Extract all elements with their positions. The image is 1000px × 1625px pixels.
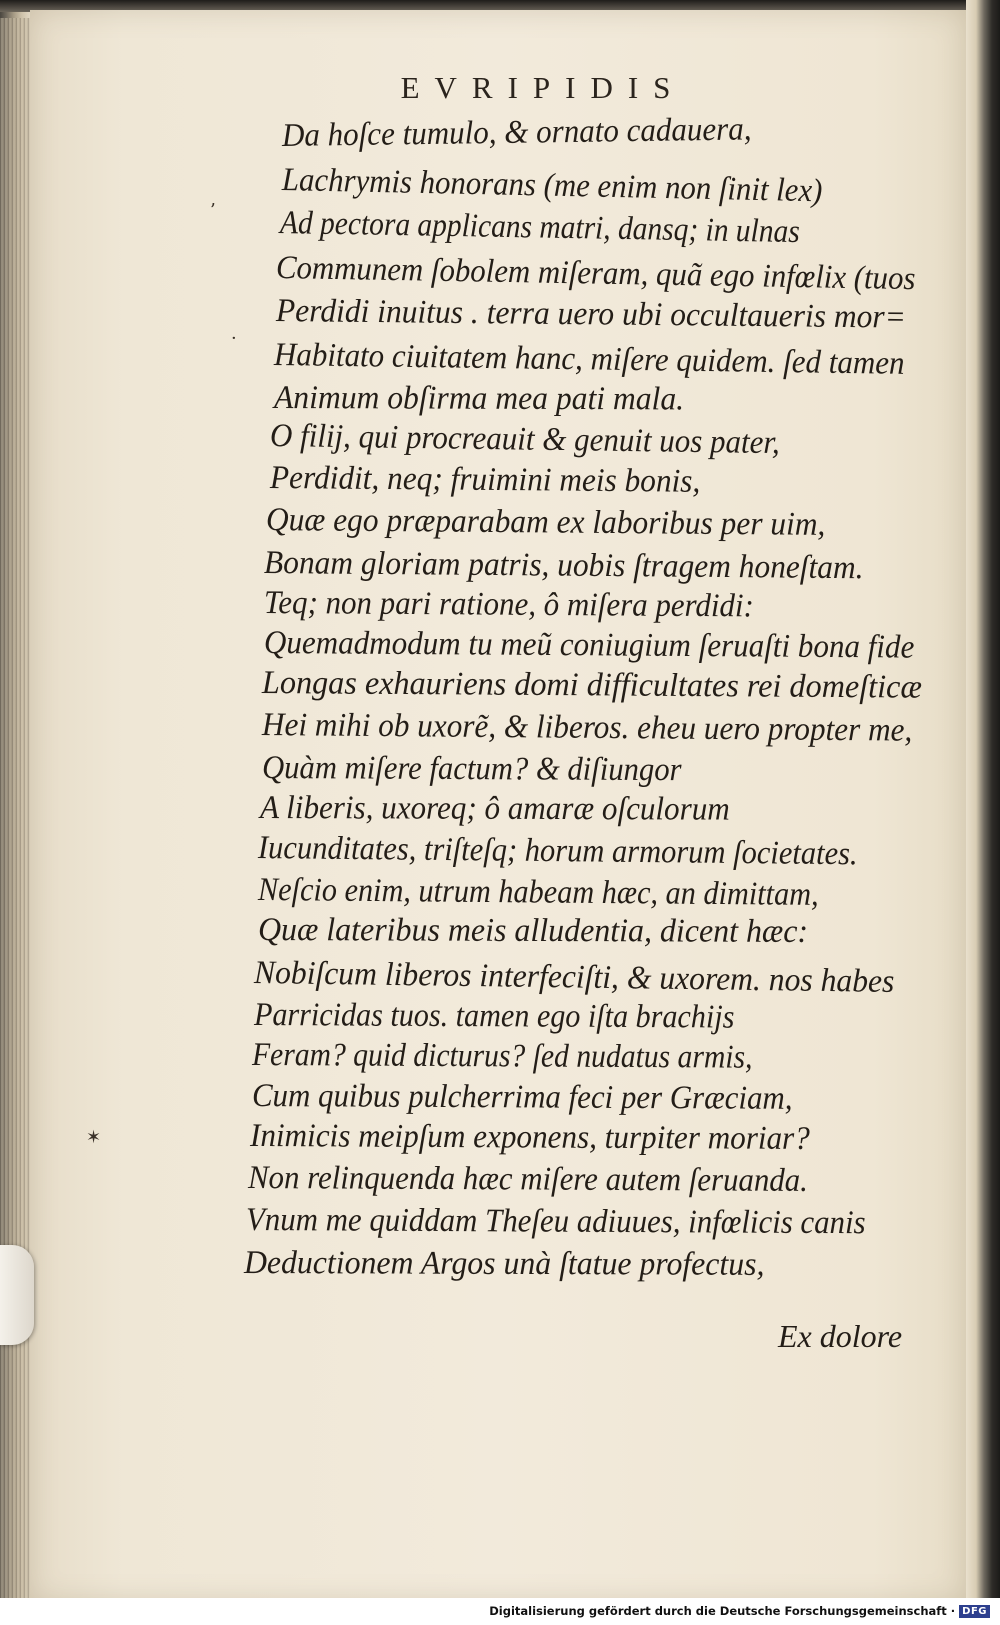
verse-line: Bonam gloriam patris, uobis ſtragem honeſtam. [263,545,864,587]
dfg-logo: DFG [959,1605,990,1618]
verse-line: Lachrymis honorans (me enim non ſinit lex) [281,162,823,210]
verse-line: A liberis, uxoreq; ô amaræ oſculorum [259,790,730,828]
verse-line: Non relinquenda hæc miſere autem ſeruanda. [247,1160,808,1199]
verse-line: Iucunditates, triſteſq; horum armorum ſocietates. [257,830,858,873]
verse-line: Perdidi inuitus . terra uero ubi occultaueris mor= [275,293,907,336]
page-clip [0,1245,34,1345]
ink-speck: · [231,328,237,349]
verse-line: Deductionem Argos unà ſtatue profectus, [243,1245,765,1283]
verse-line: Quæ lateribus meis alludentia, dicent hæc: [257,912,809,950]
catchword: Ex dolore [778,1318,903,1354]
verse-line: Animum obſirma mea pati mala. [273,380,685,418]
verse-line: Neſcio enim, utrum habeam hæc, an dimittam, [257,872,819,913]
verse-line: Quemadmodum tu meũ coniugium ſeruaſti bona fide [263,625,915,666]
digitization-credit: Digitalisierung gefördert durch die Deutsche Forschungsgemeinschaft · DFG [489,1604,990,1618]
verse-line: Hei mihi ob uxorẽ, & liberos. eheu uero propter me, [261,707,913,749]
verse-line: Da hoſce tumulo, & ornato cadauera, [281,111,752,154]
verse-line: Nobiſcum liberos interfeciſti, & uxorem. nos habes [253,955,895,1000]
verse-line: Longas exhauriens domi difficultates rei domeſticæ [261,665,923,706]
verse-line: O filij, qui procreauit & genuit uos pater, [269,418,781,462]
verse-line: Parricidas tuos. tamen ego iſta brachijs [253,997,735,1036]
verse-line: Vnum me quiddam Theſeu adiuues, infœlicis canis [245,1202,866,1242]
verse-line: Communem ſobolem miſeram, quã ego infœlix (tuos [275,250,916,298]
verse-line: Feram? quid dicturus? ſed nudatus armis, [251,1037,753,1076]
verse-line: Inimicis meipſum exponens, turpiter moriar? [249,1118,810,1157]
fore-edge-pages [0,18,30,1598]
ink-speck: ✶ [86,1127,102,1148]
gutter-shadow [966,0,1000,1625]
verse-line: Quàm miſere factum? & diſiungor [261,750,682,789]
verse-line: Quæ ego præparabam ex laboribus per uim, [265,502,826,543]
ink-speck: ’ [210,200,216,221]
verse-line: Habitato ciuitatem hanc, miſere quidem. ſed tamen [273,337,905,382]
verse-line: Ad pectora applicans matri, dansq; in ulnas [279,205,801,251]
verse-line: Teq; non pari ratione, ô miſera perdidi: [263,585,754,625]
verse-line: Perdidit, neq; fruimini meis bonis, [269,460,701,500]
credit-text: Digitalisierung gefördert durch die Deutsche Forschungsgemeinschaft [489,1604,947,1618]
running-head: EVRIPIDIS [400,70,686,105]
verse-line: Cum quibus pulcherrima feci per Græciam, [251,1078,793,1117]
